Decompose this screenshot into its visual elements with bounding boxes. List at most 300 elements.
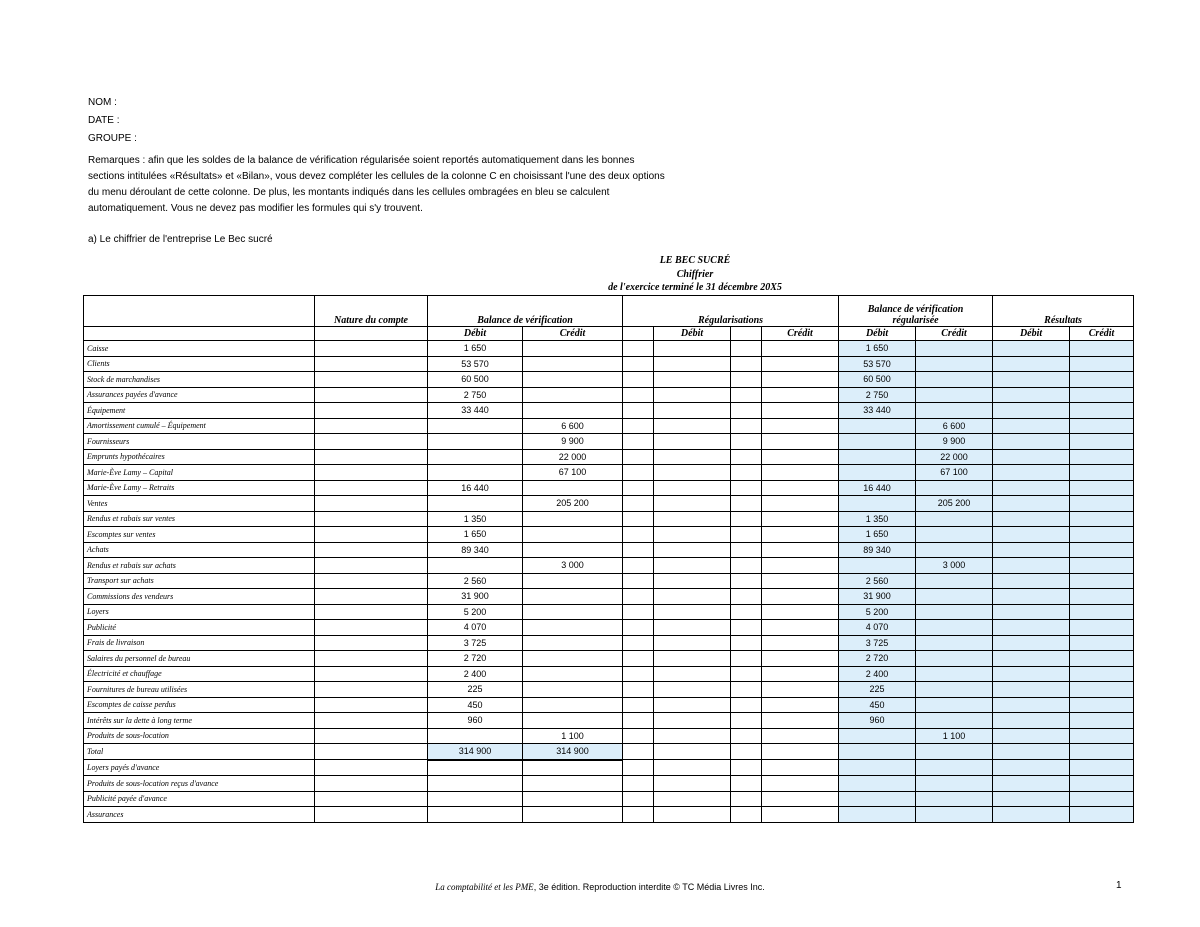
regul-debit-cell[interactable] [654, 372, 731, 388]
results-debit-cell [993, 573, 1070, 589]
nature-select-cell[interactable] [315, 589, 428, 605]
regul-ref-cell[interactable] [731, 604, 762, 620]
account-name-cell: Publicité payée d'avance [84, 791, 315, 807]
results-credit-cell [1070, 760, 1134, 776]
regul-credit-cell[interactable] [762, 697, 839, 713]
account-name-cell: Fournisseurs [84, 434, 315, 450]
header-nature: Nature du compte [315, 296, 428, 327]
table-body [84, 341, 1134, 823]
nature-select-cell[interactable] [315, 341, 428, 357]
regul-debit-cell[interactable] [654, 387, 731, 403]
regul-ref-cell[interactable] [731, 356, 762, 372]
balance-credit-cell[interactable] [523, 527, 623, 543]
results-credit-cell [1070, 776, 1134, 792]
regul-credit-cell[interactable] [762, 728, 839, 744]
adjusted-credit-cell: 1 100 [916, 728, 993, 744]
table-row [84, 434, 1134, 450]
regul-ref-cell[interactable] [731, 682, 762, 698]
results-credit-cell [1070, 511, 1134, 527]
account-name-cell: Assurances payées d'avance [84, 387, 315, 403]
regul-debit-cell[interactable] [654, 589, 731, 605]
regul-ref-cell[interactable] [623, 387, 654, 403]
results-credit-cell [1070, 403, 1134, 419]
nature-select-cell[interactable] [315, 480, 428, 496]
regul-ref-cell[interactable] [623, 651, 654, 667]
nature-select-cell[interactable] [315, 527, 428, 543]
regul-ref-cell[interactable] [731, 666, 762, 682]
regul-ref-cell[interactable] [731, 465, 762, 481]
nature-select-cell[interactable] [315, 682, 428, 698]
adjusted-debit-cell: 4 070 [839, 620, 916, 636]
regul-debit-cell[interactable] [654, 682, 731, 698]
nature-select-cell[interactable] [315, 744, 428, 760]
balance-credit-cell[interactable] [523, 573, 623, 589]
balance-debit-cell[interactable]: 53 570 [428, 356, 523, 372]
results-debit-cell [993, 496, 1070, 512]
table-row [84, 604, 1134, 620]
balance-debit-cell[interactable] [428, 449, 523, 465]
balance-debit-cell[interactable]: 314 900 [428, 744, 523, 760]
adjusted-credit-cell [916, 341, 993, 357]
balance-debit-cell[interactable]: 1 650 [428, 527, 523, 543]
balance-credit-cell[interactable]: 67 100 [523, 465, 623, 481]
regul-ref-cell[interactable] [623, 542, 654, 558]
balance-credit-cell[interactable]: 9 900 [523, 434, 623, 450]
regul-ref-cell[interactable] [731, 697, 762, 713]
balance-debit-cell[interactable] [428, 776, 523, 792]
regul-ref-cell[interactable] [623, 791, 654, 807]
results-credit-cell [1070, 341, 1134, 357]
adjusted-credit-cell [916, 511, 993, 527]
balance-credit-cell[interactable]: 3 000 [523, 558, 623, 574]
balance-debit-cell[interactable]: 450 [428, 697, 523, 713]
regul-debit-cell[interactable] [654, 635, 731, 651]
balance-debit-cell[interactable]: 89 340 [428, 542, 523, 558]
regul-credit-cell[interactable] [762, 341, 839, 357]
balance-debit-cell[interactable]: 2 400 [428, 666, 523, 682]
table-row [84, 341, 1134, 357]
header-account [84, 296, 315, 327]
regul-credit-cell[interactable] [762, 480, 839, 496]
nature-select-cell[interactable] [315, 465, 428, 481]
regul-ref-cell[interactable] [623, 558, 654, 574]
nature-select-cell[interactable] [315, 434, 428, 450]
regul-ref-cell[interactable] [731, 651, 762, 667]
adjusted-debit-cell [839, 744, 916, 760]
adjusted-credit-cell [916, 589, 993, 605]
table-row [84, 542, 1134, 558]
regul-ref-cell[interactable] [731, 589, 762, 605]
regul-ref-cell[interactable] [623, 697, 654, 713]
regul-debit-cell[interactable] [654, 604, 731, 620]
footer-book-title: La comptabilité et les PME [435, 882, 534, 892]
regul-ref-cell[interactable] [731, 558, 762, 574]
nature-select-cell[interactable] [315, 573, 428, 589]
adjusted-debit-cell [839, 496, 916, 512]
nature-select-cell[interactable] [315, 449, 428, 465]
balance-debit-cell[interactable]: 4 070 [428, 620, 523, 636]
regul-debit-cell[interactable] [654, 465, 731, 481]
nature-select-cell[interactable] [315, 760, 428, 776]
nature-select-cell[interactable] [315, 496, 428, 512]
nature-select-cell[interactable] [315, 558, 428, 574]
regul-debit-cell[interactable] [654, 511, 731, 527]
adjusted-debit-cell: 2 560 [839, 573, 916, 589]
regul-credit-cell[interactable] [762, 387, 839, 403]
regul-debit-cell[interactable] [654, 418, 731, 434]
regul-ref-cell[interactable] [623, 807, 654, 823]
account-name-cell: Loyers payés d'avance [84, 760, 315, 776]
regul-ref-cell[interactable] [623, 776, 654, 792]
account-name-cell: Marie-Ève Lamy – Capital [84, 465, 315, 481]
regul-debit-cell[interactable] [654, 449, 731, 465]
adjusted-debit-cell: 2 750 [839, 387, 916, 403]
results-credit-cell [1070, 527, 1134, 543]
regul-credit-cell[interactable] [762, 434, 839, 450]
regul-ref-cell[interactable] [731, 573, 762, 589]
balance-debit-cell[interactable] [428, 418, 523, 434]
results-credit-cell [1070, 635, 1134, 651]
nature-select-cell[interactable] [315, 387, 428, 403]
regul-credit-cell[interactable] [762, 666, 839, 682]
balance-debit-cell[interactable] [428, 434, 523, 450]
results-debit-cell [993, 760, 1070, 776]
balance-credit-cell[interactable]: 314 900 [523, 744, 623, 760]
account-name-cell: Publicité [84, 620, 315, 636]
regul-debit-cell[interactable] [654, 558, 731, 574]
regul-ref-cell[interactable] [731, 387, 762, 403]
regul-ref-cell[interactable] [623, 527, 654, 543]
regul-credit-cell[interactable] [762, 496, 839, 512]
regul-credit-cell[interactable] [762, 372, 839, 388]
balance-credit-cell[interactable] [523, 697, 623, 713]
regul-credit-cell[interactable] [762, 449, 839, 465]
account-name-cell: Commissions des vendeurs [84, 589, 315, 605]
account-name-cell: Équipement [84, 403, 315, 419]
regul-ref-cell[interactable] [731, 760, 762, 776]
adjusted-debit-cell: 5 200 [839, 604, 916, 620]
regul-credit-cell[interactable] [762, 558, 839, 574]
balance-credit-cell[interactable]: 6 600 [523, 418, 623, 434]
account-name-cell: Électricité et chauffage [84, 666, 315, 682]
regul-ref-cell[interactable] [623, 511, 654, 527]
results-debit-cell [993, 403, 1070, 419]
regul-debit-cell[interactable] [654, 728, 731, 744]
regul-ref-cell[interactable] [623, 403, 654, 419]
remarks-line: Remarques : afin que les soldes de la balance de vérification régularisée soient reportés automatiquement dans les bonnes [88, 155, 635, 166]
regul-credit-cell[interactable] [762, 807, 839, 823]
nature-select-cell[interactable] [315, 713, 428, 729]
table-row [84, 744, 1134, 760]
regul-ref-cell[interactable] [731, 341, 762, 357]
balance-credit-cell[interactable] [523, 760, 623, 776]
regul-debit-cell[interactable] [654, 496, 731, 512]
nature-select-cell[interactable] [315, 542, 428, 558]
adjusted-debit-cell: 53 570 [839, 356, 916, 372]
regul-ref-cell[interactable] [623, 480, 654, 496]
regul-credit-cell[interactable] [762, 635, 839, 651]
adjusted-credit-cell [916, 356, 993, 372]
nature-select-cell[interactable] [315, 604, 428, 620]
balance-debit-cell[interactable] [428, 496, 523, 512]
remarks [88, 153, 728, 217]
balance-credit-cell[interactable] [523, 620, 623, 636]
worksheet-table-wrap [83, 295, 1115, 823]
balance-credit-cell[interactable] [523, 341, 623, 357]
regul-credit-cell[interactable] [762, 620, 839, 636]
regul-credit-cell[interactable] [762, 713, 839, 729]
regul-credit-cell[interactable] [762, 356, 839, 372]
adjusted-credit-cell [916, 403, 993, 419]
adjusted-debit-cell [839, 558, 916, 574]
adjusted-debit-cell: 1 650 [839, 527, 916, 543]
balance-credit-cell[interactable]: 22 000 [523, 449, 623, 465]
regul-ref-cell[interactable] [623, 341, 654, 357]
regul-credit-cell[interactable] [762, 589, 839, 605]
regul-ref-cell[interactable] [731, 418, 762, 434]
results-debit-cell [993, 558, 1070, 574]
regul-debit-cell[interactable] [654, 573, 731, 589]
regul-debit-cell[interactable] [654, 620, 731, 636]
balance-credit-cell[interactable] [523, 542, 623, 558]
adjusted-debit-cell: 60 500 [839, 372, 916, 388]
regul-debit-cell[interactable] [654, 434, 731, 450]
balance-credit-cell[interactable]: 1 100 [523, 728, 623, 744]
regul-ref-cell[interactable] [731, 635, 762, 651]
header-regularisations: Régularisations [623, 296, 839, 327]
regul-debit-cell[interactable] [654, 744, 731, 760]
balance-credit-cell[interactable] [523, 403, 623, 419]
regul-ref-cell[interactable] [731, 542, 762, 558]
account-name-cell: Clients [84, 356, 315, 372]
regul-debit-cell[interactable] [654, 760, 731, 776]
regul-ref-cell[interactable] [731, 713, 762, 729]
period-title: de l'exercice terminé le 31 décembre 20X5 [608, 282, 782, 293]
nature-select-cell[interactable] [315, 666, 428, 682]
nature-select-cell[interactable] [315, 372, 428, 388]
regul-ref-cell[interactable] [623, 589, 654, 605]
table-row [84, 635, 1134, 651]
regul-ref-cell[interactable] [623, 434, 654, 450]
balance-debit-cell[interactable] [428, 558, 523, 574]
balance-credit-cell[interactable] [523, 666, 623, 682]
adjusted-debit-cell: 225 [839, 682, 916, 698]
balance-debit-cell[interactable]: 2 750 [428, 387, 523, 403]
regul-ref-cell[interactable] [731, 744, 762, 760]
table-row [84, 480, 1134, 496]
regul-ref-cell[interactable] [623, 635, 654, 651]
balance-credit-cell[interactable] [523, 604, 623, 620]
nature-select-cell[interactable] [315, 356, 428, 372]
header-balance-regularisee: Balance de vérification régularisée [839, 296, 993, 327]
balance-credit-cell[interactable] [523, 682, 623, 698]
balance-debit-cell[interactable]: 225 [428, 682, 523, 698]
balance-debit-cell[interactable]: 2 560 [428, 573, 523, 589]
nature-select-cell[interactable] [315, 776, 428, 792]
regul-debit-cell[interactable] [654, 791, 731, 807]
regul-ref-cell[interactable] [731, 728, 762, 744]
regul-ref-cell[interactable] [731, 776, 762, 792]
regul-ref-cell[interactable] [731, 372, 762, 388]
regul-ref-cell[interactable] [731, 527, 762, 543]
regul-debit-cell[interactable] [654, 480, 731, 496]
regul-ref-cell[interactable] [731, 791, 762, 807]
nature-select-cell[interactable] [315, 418, 428, 434]
results-debit-cell [993, 682, 1070, 698]
account-name-cell: Marie-Ève Lamy – Retraits [84, 480, 315, 496]
adjusted-debit-cell [839, 418, 916, 434]
nature-select-cell[interactable] [315, 807, 428, 823]
regul-ref-cell[interactable] [623, 356, 654, 372]
balance-debit-cell[interactable]: 33 440 [428, 403, 523, 419]
balance-debit-cell[interactable]: 60 500 [428, 372, 523, 388]
results-credit-cell [1070, 713, 1134, 729]
results-debit-cell [993, 372, 1070, 388]
results-debit-cell [993, 387, 1070, 403]
table-row [84, 403, 1134, 419]
regul-credit-cell[interactable] [762, 527, 839, 543]
regul-debit-cell[interactable] [654, 713, 731, 729]
regul-ref-cell[interactable] [623, 666, 654, 682]
regul-credit-cell[interactable] [762, 776, 839, 792]
nature-select-cell[interactable] [315, 697, 428, 713]
regul-debit-cell[interactable] [654, 341, 731, 357]
regul-ref-cell[interactable] [731, 620, 762, 636]
regul-credit-cell[interactable] [762, 511, 839, 527]
results-debit-cell [993, 620, 1070, 636]
adjusted-debit-cell [839, 449, 916, 465]
account-name-cell: Produits de sous-location reçus d'avance [84, 776, 315, 792]
regul-ref-cell[interactable] [623, 682, 654, 698]
regul-ref-cell[interactable] [623, 418, 654, 434]
regul-debit-cell[interactable] [654, 807, 731, 823]
regul-ref-cell[interactable] [623, 760, 654, 776]
balance-credit-cell[interactable] [523, 791, 623, 807]
table-row [84, 666, 1134, 682]
balance-debit-cell[interactable]: 3 725 [428, 635, 523, 651]
balance-credit-cell[interactable] [523, 635, 623, 651]
adjusted-credit-cell [916, 776, 993, 792]
balance-credit-cell[interactable] [523, 387, 623, 403]
regul-ref-cell[interactable] [623, 496, 654, 512]
regul-ref-cell[interactable] [731, 511, 762, 527]
table-row [84, 776, 1134, 792]
results-debit-cell [993, 465, 1070, 481]
balance-credit-cell[interactable] [523, 356, 623, 372]
regul-debit-cell[interactable] [654, 542, 731, 558]
balance-debit-cell[interactable]: 1 350 [428, 511, 523, 527]
balance-debit-cell[interactable]: 16 440 [428, 480, 523, 496]
regul-credit-cell[interactable] [762, 744, 839, 760]
balance-credit-cell[interactable] [523, 651, 623, 667]
regul-credit-cell[interactable] [762, 542, 839, 558]
regul-credit-cell[interactable] [762, 651, 839, 667]
regul-debit-cell[interactable] [654, 776, 731, 792]
regul-debit-cell[interactable] [654, 651, 731, 667]
regul-credit-cell[interactable] [762, 403, 839, 419]
remarks-line: sections intitulées «Résultats» et «Bilan», vous devez compléter les cellules de la colonne C en choisissant l'une des deux options [88, 171, 665, 182]
nature-select-cell[interactable] [315, 403, 428, 419]
adjusted-credit-cell [916, 635, 993, 651]
balance-credit-cell[interactable] [523, 713, 623, 729]
regul-credit-cell[interactable] [762, 604, 839, 620]
regul-debit-cell[interactable] [654, 697, 731, 713]
nature-select-cell[interactable] [315, 651, 428, 667]
regul-ref-cell[interactable] [623, 465, 654, 481]
nature-select-cell[interactable] [315, 620, 428, 636]
adjusted-credit-cell [916, 682, 993, 698]
regul-ref-cell[interactable] [731, 480, 762, 496]
regul-ref-cell[interactable] [623, 449, 654, 465]
results-credit-cell [1070, 558, 1134, 574]
balance-debit-cell[interactable] [428, 807, 523, 823]
nature-select-cell[interactable] [315, 511, 428, 527]
account-name-cell: Amortissement cumulé – Équipement [84, 418, 315, 434]
regul-credit-cell[interactable] [762, 760, 839, 776]
regul-debit-cell[interactable] [654, 527, 731, 543]
header-credit: Crédit [1070, 327, 1134, 341]
regul-debit-cell[interactable] [654, 356, 731, 372]
balance-debit-cell[interactable]: 2 720 [428, 651, 523, 667]
balance-credit-cell[interactable] [523, 511, 623, 527]
regul-ref-cell[interactable] [623, 744, 654, 760]
regul-debit-cell[interactable] [654, 666, 731, 682]
results-debit-cell [993, 542, 1070, 558]
table-row [84, 791, 1134, 807]
balance-credit-cell[interactable] [523, 480, 623, 496]
adjusted-credit-cell [916, 697, 993, 713]
regul-credit-cell[interactable] [762, 465, 839, 481]
balance-debit-cell[interactable] [428, 760, 523, 776]
balance-debit-cell[interactable] [428, 728, 523, 744]
regul-ref-cell[interactable] [623, 372, 654, 388]
regul-ref-cell[interactable] [731, 403, 762, 419]
regul-debit-cell[interactable] [654, 403, 731, 419]
nature-select-cell[interactable] [315, 791, 428, 807]
adjusted-credit-cell [916, 480, 993, 496]
balance-debit-cell[interactable] [428, 791, 523, 807]
regul-credit-cell[interactable] [762, 573, 839, 589]
regul-ref-cell[interactable] [623, 713, 654, 729]
regul-ref-cell[interactable] [731, 807, 762, 823]
balance-debit-cell[interactable] [428, 465, 523, 481]
regul-ref-cell[interactable] [623, 573, 654, 589]
balance-credit-cell[interactable]: 205 200 [523, 496, 623, 512]
balance-credit-cell[interactable] [523, 589, 623, 605]
regul-ref-cell[interactable] [623, 728, 654, 744]
balance-debit-cell[interactable]: 31 900 [428, 589, 523, 605]
balance-debit-cell[interactable]: 960 [428, 713, 523, 729]
balance-debit-cell[interactable]: 1 650 [428, 341, 523, 357]
balance-credit-cell[interactable] [523, 776, 623, 792]
regul-ref-cell[interactable] [731, 434, 762, 450]
nature-select-cell[interactable] [315, 728, 428, 744]
nature-select-cell[interactable] [315, 635, 428, 651]
regul-credit-cell[interactable] [762, 791, 839, 807]
regul-credit-cell[interactable] [762, 418, 839, 434]
regul-ref-cell[interactable] [731, 496, 762, 512]
account-name-cell: Salaires du personnel de bureau [84, 651, 315, 667]
regul-credit-cell[interactable] [762, 682, 839, 698]
balance-debit-cell[interactable]: 5 200 [428, 604, 523, 620]
regul-ref-cell[interactable] [731, 449, 762, 465]
regul-ref-cell[interactable] [623, 620, 654, 636]
adjusted-credit-cell [916, 791, 993, 807]
regul-ref-cell[interactable] [623, 604, 654, 620]
account-name-cell: Intérêts sur la dette à long terme [84, 713, 315, 729]
balance-credit-cell[interactable] [523, 372, 623, 388]
balance-credit-cell[interactable] [523, 807, 623, 823]
